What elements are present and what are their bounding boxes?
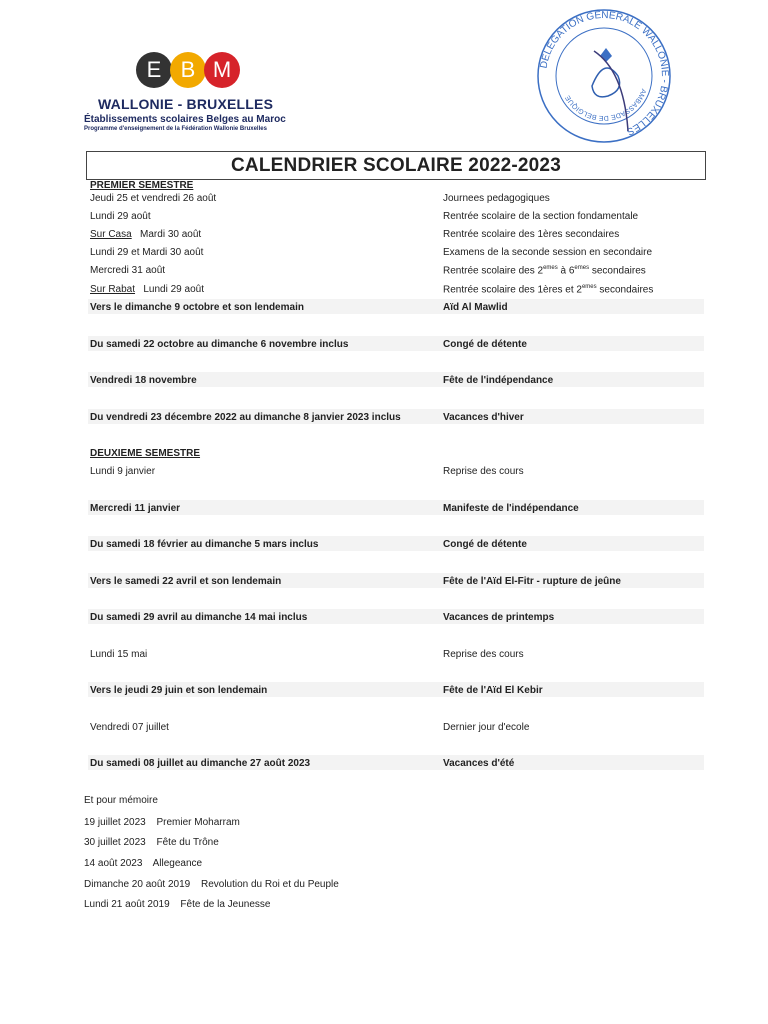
row-event: Examens de la seconde session en secondaire [443,247,653,258]
calendar-row [90,339,710,357]
memo-item [84,899,270,910]
page-title: CALENDRIER SCOLAIRE 2022-2023 [231,155,561,176]
stamp-outer-text: DELEGATION GENERALE WALLONIE - BRUXELLES [538,9,671,137]
row-event: Aïd Al Mawlid [443,302,508,313]
memo-event: Premier Moharram [156,817,240,828]
semester1-heading: PREMIER SEMESTRE [90,180,194,191]
calendar-row [90,722,710,740]
row-date-group [90,229,201,240]
embassy-stamp-icon [534,6,674,146]
row-date: Lundi 9 janvier [90,466,156,477]
memo-date: Lundi 21 août 2019 [84,899,170,910]
row-event: Rentrée scolaire des 2emes à 6emes secondaires [443,265,646,277]
row-date: Du samedi 18 février au dimanche 5 mars inclus [90,539,319,550]
calendar-row [90,302,710,320]
memo-event: Fête de la Jeunesse [180,899,271,910]
row-event: Vacances de printemps [443,612,555,623]
memo-item [84,879,339,890]
row-date: Du samedi 29 avril au dimanche 14 mai inclus [90,612,308,623]
row-event: Rentrée scolaire de la section fondamentale [443,211,639,222]
memo-event: Fête du Trône [156,837,219,848]
row-date: Vendredi 18 novembre [90,375,197,386]
memo-item [84,858,202,869]
row-date: Vendredi 07 juillet [90,722,169,733]
row-date: Vers le dimanche 9 octobre et son lendemain [90,302,304,313]
row-date: Lundi 29 août [90,211,151,222]
logo-letter-e: E [136,52,172,88]
calendar-row [90,229,710,247]
calendar-row [90,576,710,594]
calendar-row [90,284,710,302]
logo-letter-m: M [204,52,240,88]
calendar-row [90,211,710,229]
calendar-row [90,265,710,283]
row-date: Mardi 30 août [140,229,202,240]
calendar-row [90,758,710,776]
brand-subtitle: Établissements scolaires Belges au Maroc [84,114,286,125]
memo-event: Allegeance [152,858,203,869]
row-date: Du samedi 22 octobre au dimanche 6 novembre inclus [90,339,349,350]
calendar-row [90,649,710,667]
logo-circles [136,52,314,92]
memo-item [84,817,240,828]
row-event: Fête de l'Aïd El-Fitr - rupture de jeûne [443,576,621,587]
row-event: Fête de l'indépendance [443,375,554,386]
row-event: Fête de l'Aïd El Kebir [443,685,543,696]
ebm-logo [84,52,314,132]
brand-program: Programme d'enseignement de la Fédération Wallonie Bruxelles [84,126,267,132]
memo-item [84,837,219,848]
calendar-title-box [86,151,706,180]
memo-heading: Et pour mémoire [84,795,158,806]
row-event: Reprise des cours [443,649,524,660]
calendar-row [90,375,710,393]
row-event: Reprise des cours [443,466,524,477]
row-date: Jeudi 25 et vendredi 26 août [90,193,217,204]
row-event: Rentrée scolaire des 1ères et 2emes secondaires [443,284,654,296]
calendar-row [90,539,710,557]
calendar-row [90,247,710,265]
row-event: Vacances d'hiver [443,412,524,423]
memo-date: Dimanche 20 août 2019 [84,879,191,890]
row-date: Du vendredi 23 décembre 2022 au dimanche 8 janvier 2023 inclus [90,412,401,423]
row-date: Lundi 29 août [143,284,204,295]
row-date: Lundi 29 et Mardi 30 août [90,247,204,258]
row-date-group [90,284,204,295]
memo-date: 14 août 2023 [84,858,143,869]
calendar-row [90,685,710,703]
row-event: Congé de détente [443,339,527,350]
row-event: Manifeste de l'indépendance [443,503,579,514]
row-date: Lundi 15 mai [90,649,148,660]
memo-date: 19 juillet 2023 [84,817,146,828]
semester2-heading: DEUXIEME SEMESTRE [90,448,201,459]
row-date: Vers le jeudi 29 juin et son lendemain [90,685,268,696]
row-date: Mercredi 11 janvier [90,503,181,514]
memo-event: Revolution du Roi et du Peuple [200,879,339,890]
calendar-row [90,503,710,521]
memo-date: 30 juillet 2023 [84,837,146,848]
row-date: Mercredi 31 août [90,265,166,276]
calendar-row [90,412,710,430]
row-date: Du samedi 08 juillet au dimanche 27 août 2023 [90,758,311,769]
logo-letter-b: B [170,52,206,88]
calendar-row [90,466,710,484]
calendar-row [90,612,710,630]
row-date: Vers le samedi 22 avril et son lendemain [90,576,282,587]
row-event: Congé de détente [443,539,527,550]
row-event: Vacances d'été [443,758,515,769]
row-location: Sur Casa [90,229,132,240]
stamp-inner-text: AMBASSADE DE BELGIQUE [564,87,647,122]
brand-name: WALLONIE - BRUXELLES [98,96,274,112]
calendar-row [90,193,710,211]
row-event: Dernier jour d'ecole [443,722,530,733]
row-event: Journees pedagogiques [443,193,550,204]
row-event: Rentrée scolaire des 1ères secondaires [443,229,620,240]
row-location: Sur Rabat [90,284,136,295]
